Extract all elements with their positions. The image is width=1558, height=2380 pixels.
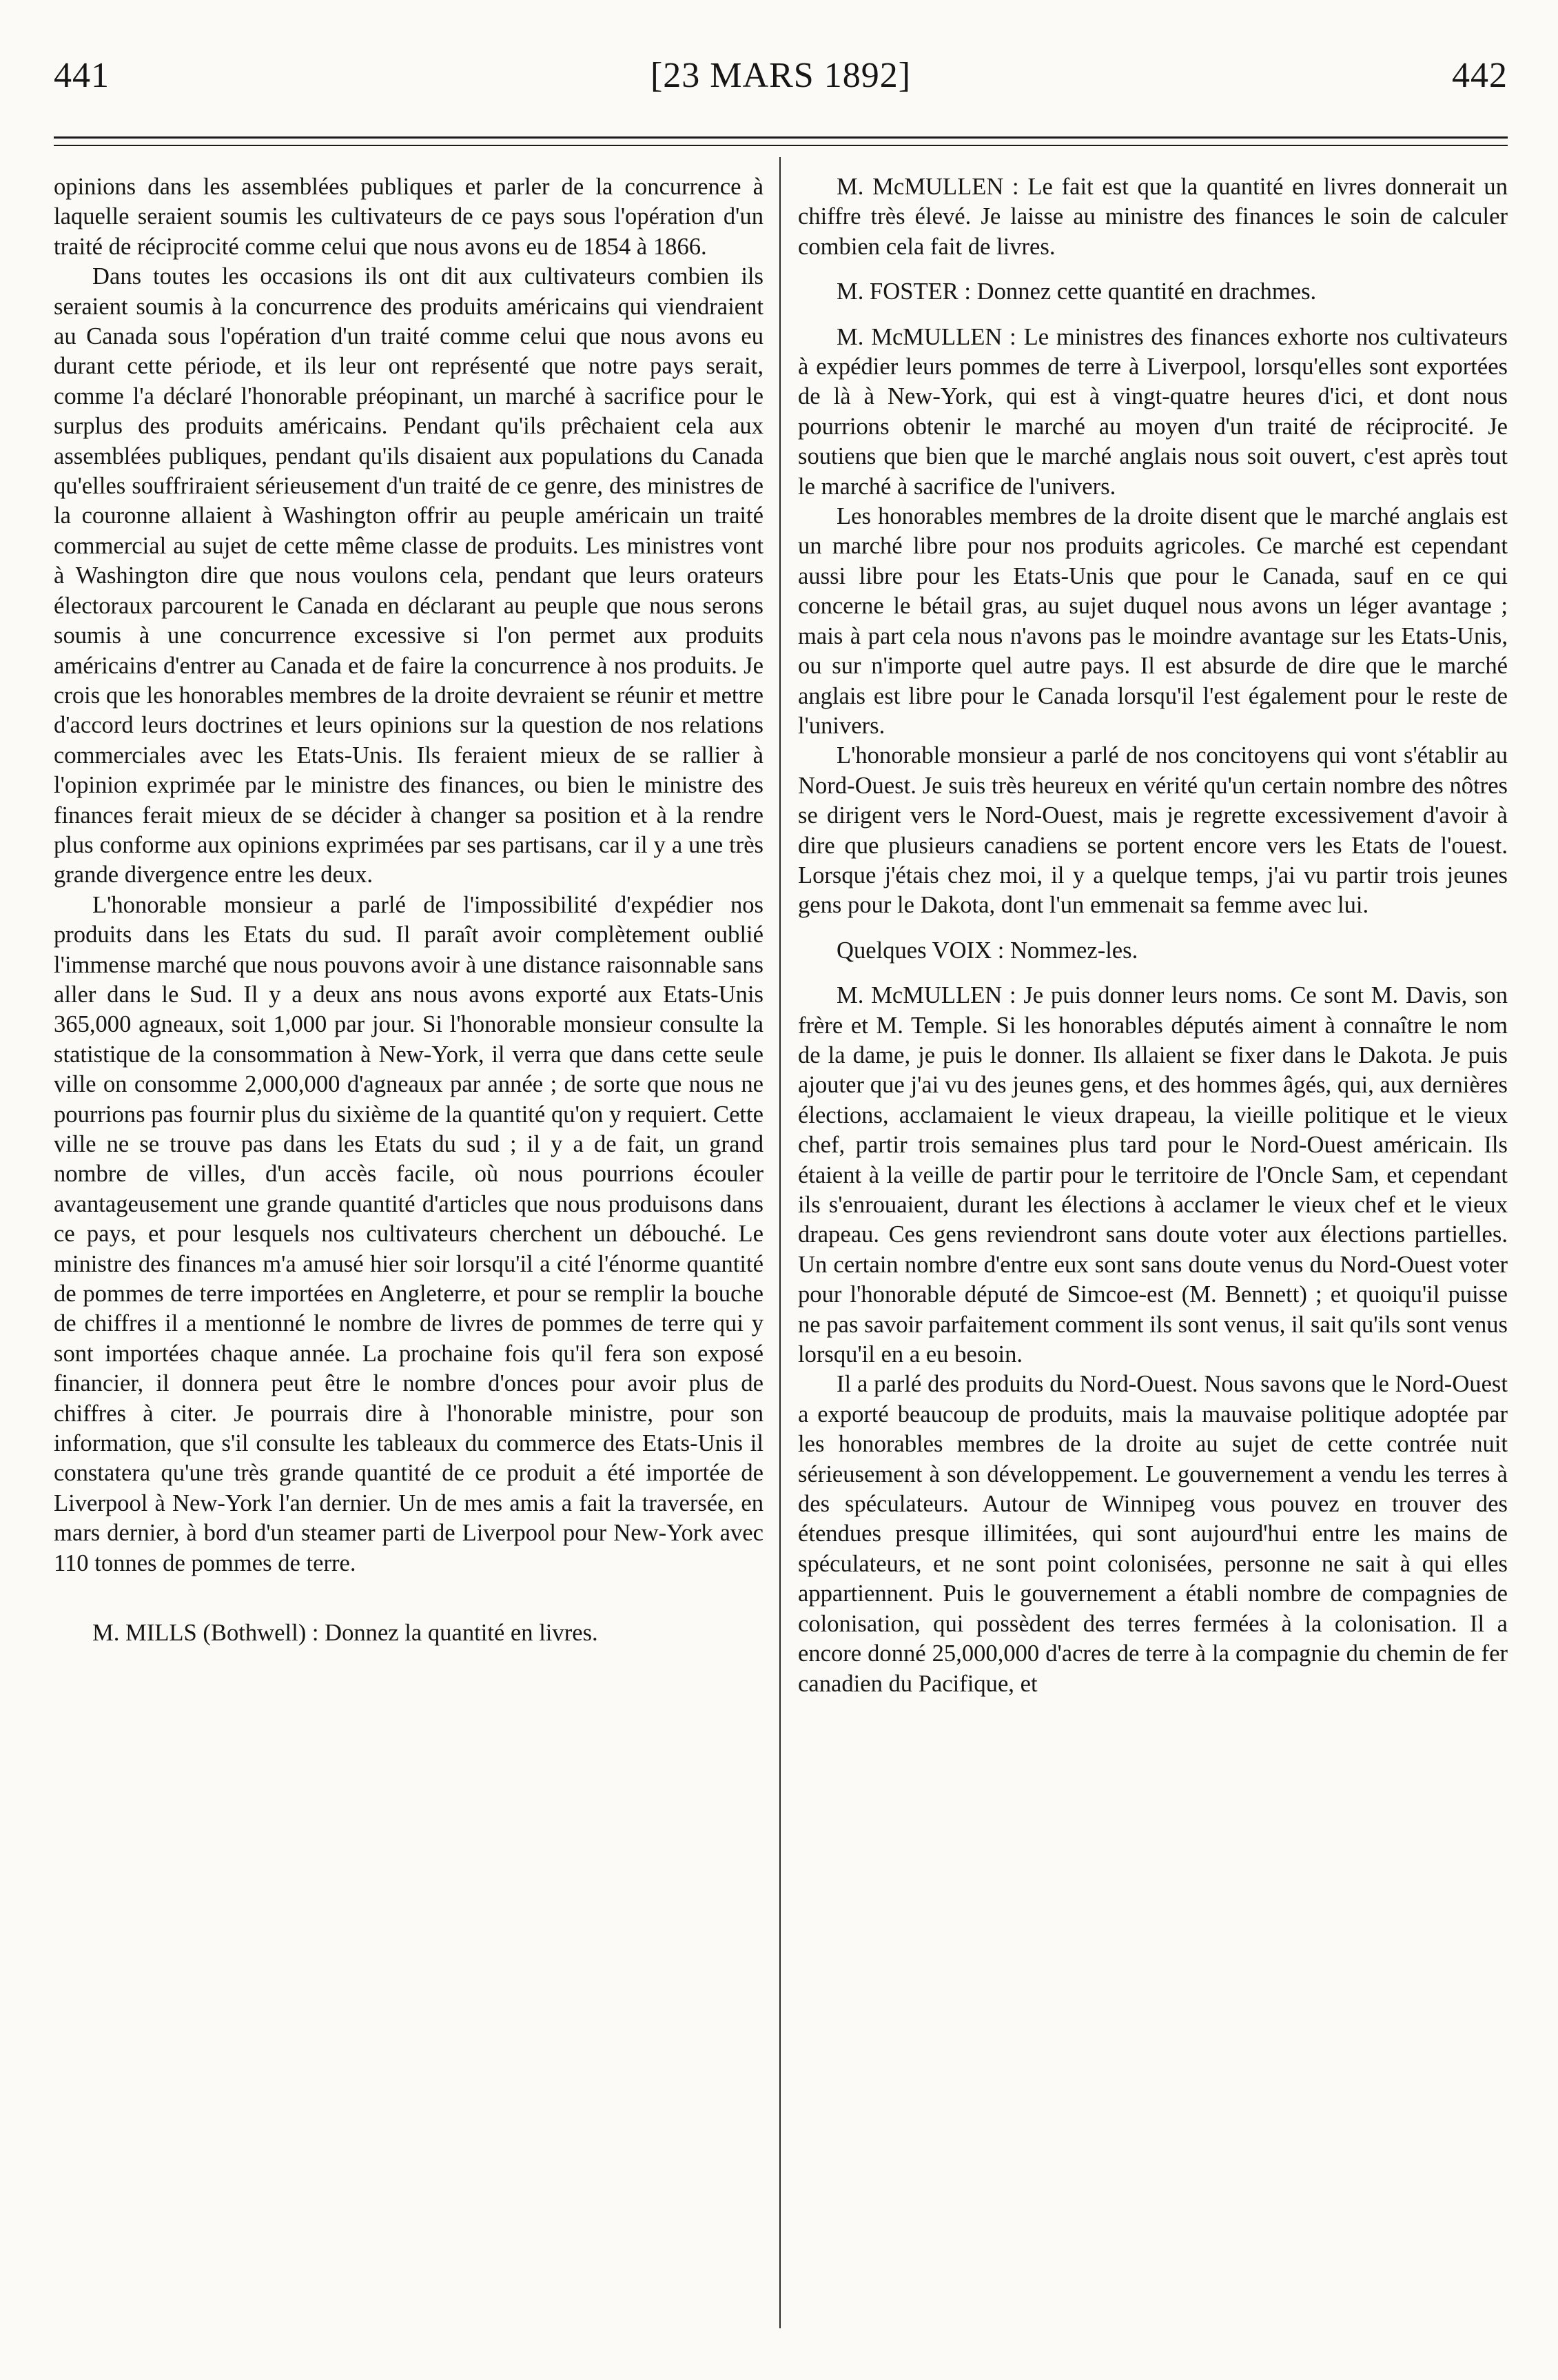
paragraph: opinions dans les assemblées publiques et parler de la concurrence à laquelle seraient soumis les cultivateurs de ce pays sous l'opération d'un traité de réciprocité comme celui que nous avons eu de 1854 à 1866. [54, 174, 763, 260]
paragraph: M. FOSTER : Donnez cette quantité en drachmes. [837, 278, 1317, 305]
paragraph: L'honorable monsieur a parlé de l'impossibilité d'expédier nos produits dans les Etats du sud. Il paraît avoir complètement oublié l'immense marché que nous pouvons avoir à une distance raisonnable sans aller dans le Sud. Il y a deux ans nous avons exporté aux Etats-Unis 365,000 agneaux, soit 1,000 par jour. Si l'honorable monsieur consulte la statistique de la consommation à New-York, il verra que dans cette seule ville on consomme 2,000,000 d'agneaux par année ; de sorte que nous ne pourrions pas fournir plus du sixième de la quantité qu'on y requiert. Cette ville ne se trouve pas dans les Etats du sud ; il y a de fait, un grand nombre de villes, d'un accès facile, où nous pourrions écouler avantageusement une grande quantité d'articles que nous produisons dans ce pays, et pour lesquels nos cultivateurs cherchent un débouché. Le ministre des finances m'a amusé hier soir lorsqu'il a cité l'énorme quantité de pommes de terre importées en Angleterre, et pour se remplir la bouche de chiffres il a mentionné le nombre de livres de pommes de terre qui y sont importées chaque année. La prochaine fois qu'il fera son exposé financier, il donnera peut être le nombre d'onces pour avoir plus de chiffres à citer. Je pourrais dire à l'honorable ministre, pour son information, que s'il consulte les tableaux du commerce des Etats-Unis il constatera qu'une très grande quantité de ce produit a été importée de Liverpool à New-York l'an dernier. Un de mes amis a fait la traversée, en mars dernier, à bord d'un steamer parti de Liverpool pour New-York avec 110 tonnes de pommes de terre. [54, 891, 763, 1576]
header-rule-thick [54, 136, 1508, 139]
paragraph: Il a parlé des produits du Nord-Ouest. Nous savons que le Nord-Ouest a exporté beaucoup de produits, mais la mauvaise politique adoptée par les honorables membres de la droite au sujet de cette contrée nuit sérieusement à son développement. Le gouvernement a vendu les terres à des spéculateurs. Autour de Winnipeg vous pouvez en trouver des étendues presque illimitées, qui sont aujourd'hui entre les mains de spéculateurs, et ne sont point colonisées, personne ne sait à qui elles appartiennent. Puis le gouvernement a établi nombre de compagnies de colonisation, qui possèdent des terres fermées à la colonisation. Il a encore donné 25,000,000 d'acres de terre à la compagnie du chemin de fer canadien du Pacifique, et [798, 1371, 1508, 1697]
right-column [798, 172, 1508, 1699]
page-number-left: 441 [54, 56, 110, 95]
paragraph: L'honorable monsieur a parlé de nos concitoyens qui vont s'établir au Nord-Ouest. Je suis très heureux en vérité qu'un certain nombre des nôtres se dirigent vers le Nord-Ouest, mais je regrette excessivement d'avoir à dire que plusieurs canadiens se portent encore vers les Etats de l'ouest. Lorsque j'étais chez moi, il y a quelque temps, j'ai vu partir trois jeunes gens pour le Dakota, dont l'un emmenait sa femme avec lui. [798, 742, 1508, 919]
paragraph: M. MILLS (Bothwell) : Donnez la quantité en livres. [92, 1620, 598, 1647]
page-number-right: 442 [1452, 56, 1508, 95]
paragraph: M. McMULLEN : Le fait est que la quantité en livres donnerait un chiffre très élevé. Je laisse au ministre des finances le soin de calculer combien cela fait de livres. [798, 174, 1508, 260]
header-rule-thin [54, 145, 1508, 146]
column-divider [779, 157, 781, 2328]
paragraph: Dans toutes les occasions ils ont dit aux cultivateurs combien ils seraient soumis à la concurrence des produits américains qui viendraient au Canada sous l'opération d'un traité comme celui que nous avons eu durant cette période, et ils leur ont représenté que notre pays serait, comme l'a déclaré l'honorable préopinant, un marché à sacrifice pour le surplus des produits américains. Pendant qu'ils prêchaient cela aux assemblées publiques, pendant qu'ils disaient aux populations du Canada qu'elles souffriraient sérieusement d'un traité de ce genre, des ministres de la couronne allaient à Washington offrir au peuple américain un traité commercial au sujet de cette même classe de produits. Les ministres vont à Washington dire que nous voulons cela, pendant que leurs orateurs électoraux parcourent le Canada en déclarant au peuple que nous serons soumis à une concurrence excessive si l'on permet aux produits américains d'entrer au Canada et de faire la concurrence à nos produits. Je crois que les honorables membres de la droite devraient se réunir et mettre d'accord leurs doctrines et leurs opinions sur la question de nos relations commerciales avec les Etats-Unis. Ils feraient mieux de se rallier à l'opinion exprimée par le ministre des finances, ou bien le ministre des finances ferait mieux de se décider à changer sa position et à la rendre plus conforme aux opinions exprimées par ses partisans, car il y a une très grande divergence entre les deux. [54, 263, 763, 888]
paragraph: Les honorables membres de la droite disent que le marché anglais est un marché libre pour nos produits agricoles. Ce marché est cependant aussi libre pour les Etats-Unis que pour le Canada, sauf en ce qui concerne le bétail gras, au sujet duquel nous avons un léger avantage ; mais à part cela nous n'avons pas le moindre avantage sur les Etats-Unis, ou sur n'importe quel autre pays. Il est absurde de dire que le marché anglais est libre pour le Canada lorsqu'il l'est également pour le reste de l'univers. [798, 503, 1508, 739]
page-header [54, 55, 1508, 110]
paragraph: Quelques VOIX : Nommez-les. [837, 937, 1138, 964]
paragraph: M. McMULLEN : Je puis donner leurs noms. Ce sont M. Davis, son frère et M. Temple. Si les honorables députés aiment à connaître le nom de la dame, je puis le donner. Ils allaient se fixer dans le Dakota. Je puis ajouter que j'ai vu des jeunes gens, et des hommes âgés, qui, aux dernières élections, acclamaient le vieux drapeau, la vieille politique et le vieux chef, partir trois semaines plus tard pour le Nord-Ouest américain. Ils étaient à la veille de partir pour le territoire de l'Oncle Sam, et cependant ils s'enrouaient, durant les élections à acclamer le vieux chef et le vieux drapeau. Ces gens reviendront sans doute voter aux élections partielles. Un certain nombre d'entre eux sont sans doute venus du Nord-Ouest voter pour l'honorable député de Simcoe-est (M. Bennett) ; et quoiqu'il puisse ne pas savoir parfaitement comment ils sont venus, il sait qu'ils sont venus lorsqu'il en a eu besoin. [798, 982, 1508, 1368]
paragraph: M. McMULLEN : Le ministres des finances exhorte nos cultivateurs à expédier leurs pommes de terre à Liverpool, lorsqu'elles sont exportées de là à New-York, qui est à vingt-quatre heures d'ici, et dont nous pourrions obtenir le marché au moyen d'un traité de réciprocité. Je soutiens que bien que le marché anglais nous soit ouvert, c'est après tout le marché à sacrifice de l'univers. [798, 323, 1508, 500]
header-date: [23 MARS 1892] [650, 56, 912, 95]
left-column [54, 172, 763, 1649]
